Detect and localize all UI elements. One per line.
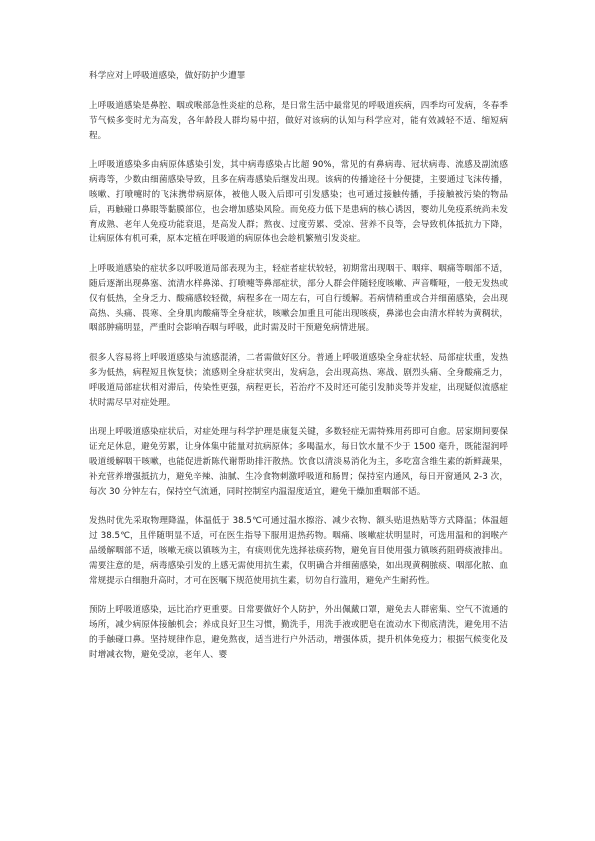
paragraph-flu-comparison: 很多人容易将上呼吸道感染与流感混淆，二者需做好区分。普通上呼吸道感染全身症状轻、局部症状重，发热多为低热，病程短且恢复快；流感则全身症状突出，发病急，会出现高热、寒战、剧烈头痛、全身酸痛乏力，呼吸道局部症状相对滞后，传染性更强，病程更长，若治疗不及时还可能引发肺炎等并发症，出现疑似流感症状时需尽早对症处理。 [89, 353, 508, 408]
paragraph-causes: 上呼吸道感染多由病原体感染引发，其中病毒感染占比超 90%，常见的有鼻病毒、冠状病毒、流感及副流感病毒等，少数由细菌感染导致，且多在病毒感染后继发出现。该病的传播途径十分便捷，主要通过飞沫传播，咳嗽、打喷嚏时的飞沫携带病原体，被他人吸入后即可引发感染；也可通过接触传播，手接触被污染的物品后，再触碰口鼻眼等黏膜部位，也会增加感染风险。而免疫力低下是患病的核心诱因，婴幼儿免疫系统尚未发育成熟、老年人免疫功能衰退，是高发人群；熬夜、过度劳累、受凉、营养不良等，会导致机体抵抗力下降，让病原体有机可乘，原本定植在呼吸道的病原体也会趁机繁殖引发炎症。 [89, 160, 508, 245]
paragraph-prevention: 预防上呼吸道感染，远比治疗更重要。日常要做好个人防护，外出佩戴口罩，避免去人群密集、空气不流通的场所，减少病原体接触机会；养成良好卫生习惯，勤洗手，用洗手液或肥皂在流动水下彻底清洗，避免用不洁的手触碰口鼻。坚持规律作息，避免熬夜，适当进行户外活动，增强体质，提升机体免疫力；根据气候变化及时增减衣物，避免受凉，老年人、婴 [89, 605, 508, 660]
paragraph-intro: 上呼吸道感染是鼻腔、咽或喉部急性炎症的总称，是日常生活中最常见的呼吸道疾病，四季均可发病，冬春季节气候多变时尤为高发，各年龄段人群均易中招，做好对该病的认知与科学应对，能有效减轻不适、缩短病程。 [89, 101, 508, 141]
document-title: 科学应对上呼吸道感染，做好防护少遭罪 [89, 71, 246, 81]
paragraph-medication: 发热时优先采取物理降温，体温低于 38.5℃可通过温水擦浴、减少衣物、额头贴退热贴等方式降温；体温超过 38.5℃，且伴随明显不适，可在医生指导下服用退热药物。咽痛、咳嗽症状明显时，可选用温和的润喉产品缓解咽部不适，咳嗽无痰以镇咳为主，有痰则优先选择祛痰药物，避免盲目使用强力镇咳药阻碍痰液排出。需要注意的是，病毒感染引发的上感无需使用抗生素，仅明确合并细菌感染，如出现黄稠脓痰、咽部化脓、血常规提示白细胞升高时，才可在医嘱下规范使用抗生素，切勿自行滥用，避免产生耐药性。 [89, 516, 508, 586]
paragraph-home-care: 出现上呼吸道感染症状后，对症处理与科学护理是康复关键，多数轻症无需特殊用药即可自愈。居家期间要保证充足休息，避免劳累，让身体集中能量对抗病原体；多喝温水，每日饮水量不少于 1500 毫升，既能湿润呼吸道缓解咽干咳嗽，也能促进新陈代谢帮助排汗散热。饮食以清淡易消化为主，多吃富含维生素的新鲜蔬果，补充营养增强抵抗力，避免辛辣、油腻、生冷食物刺激呼吸道和肠胃；保持室内通风，每日开窗通风 2-3 次，每次 30 分钟左右，保持空气流通，同时控制室内温湿度适宜，避免干燥加重咽部不适。 [89, 427, 508, 497]
paragraph-symptoms: 上呼吸道感染的症状多以呼吸道局部表现为主，轻症者症状较轻，初期常出现咽干、咽痒、咽痛等咽部不适，随后逐渐出现鼻塞、流清水样鼻涕、打喷嚏等鼻部症状，部分人群会伴随轻度咳嗽、声音嘶哑，一般无发热或仅有低热，全身乏力、酸痛感较轻微，病程多在一周左右，可自行缓解。若病情稍重或合并细菌感染，会出现高热、头痛、畏寒、全身肌肉酸痛等全身症状，咳嗽会加重且可能出现咳痰，鼻涕也会由清水样转为黄稠状，咽部肿痛明显，严重时会影响吞咽与呼吸，此时需及时干预避免病情进展。 [89, 264, 508, 334]
